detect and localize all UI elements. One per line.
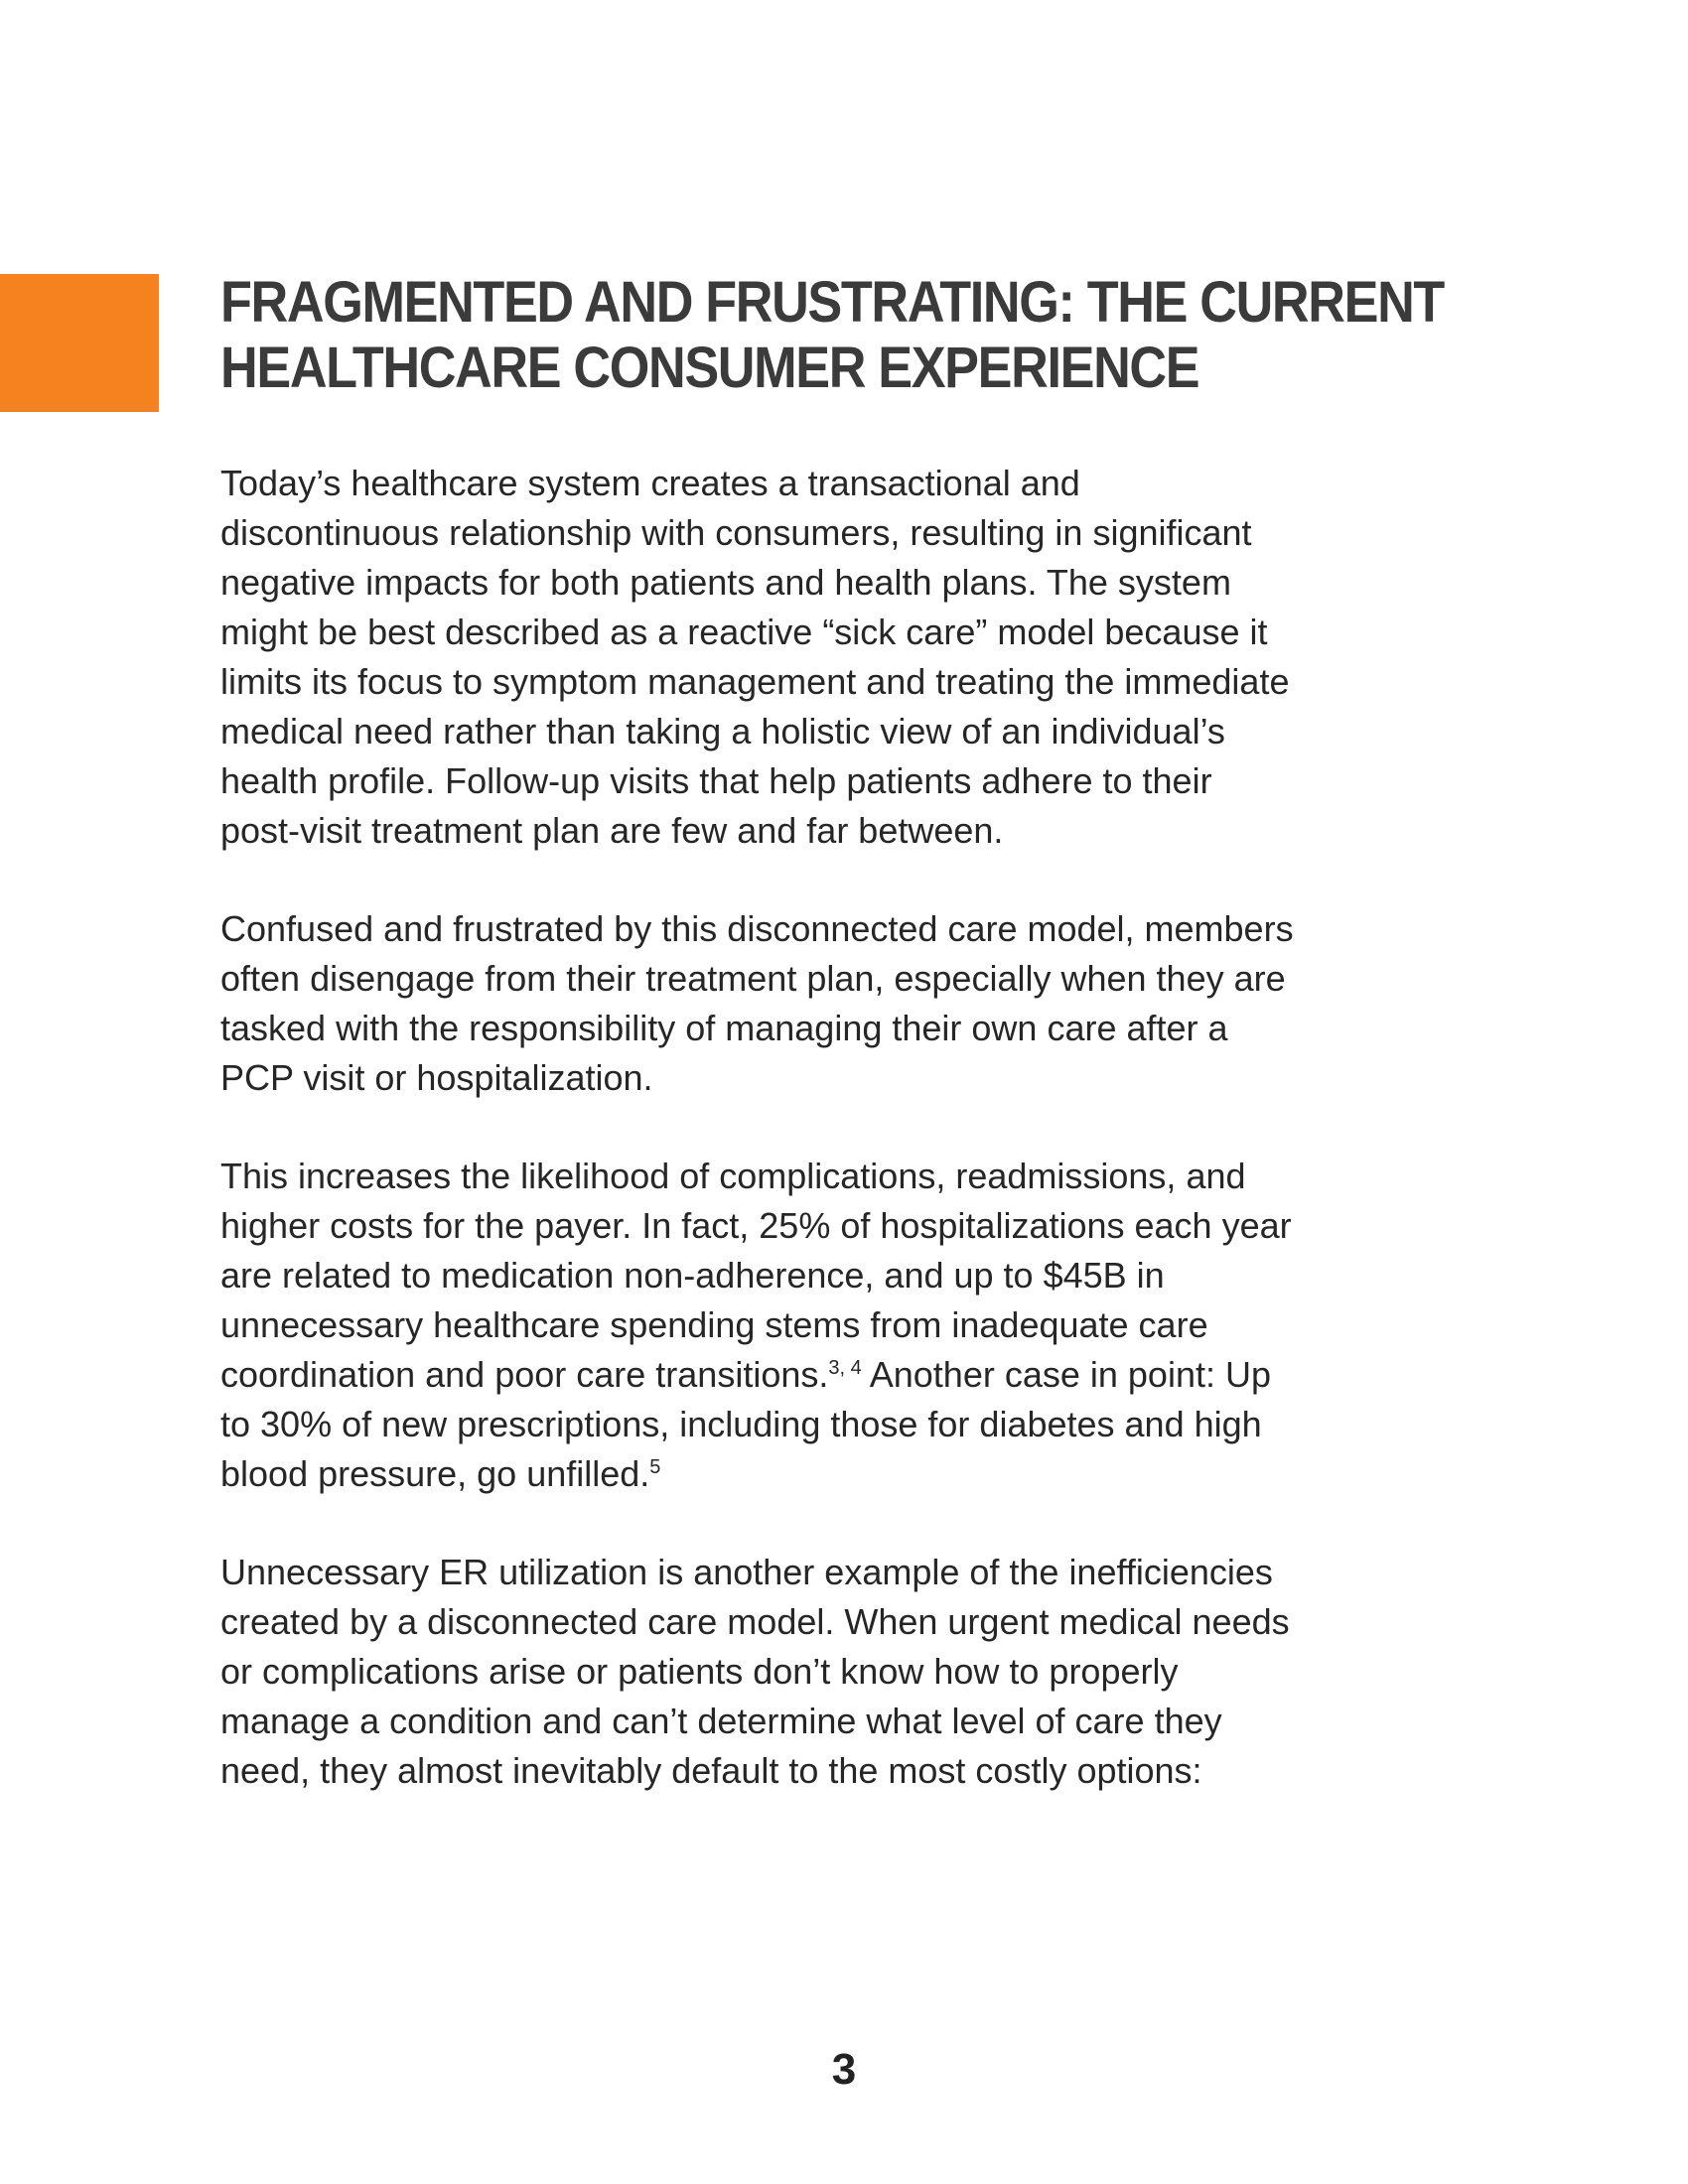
footnote-reference: 5: [649, 1456, 661, 1478]
text-line: limits its focus to symptom management and treating the immediate: [220, 661, 1290, 702]
text-line: medical need rather than taking a holistic view of an individual’s: [220, 711, 1225, 751]
text-line: manage a condition and can’t determine what level of care they: [220, 1701, 1222, 1741]
text-line: unnecessary healthcare spending stems from inadequate care: [220, 1304, 1208, 1345]
paragraph-4: [220, 1548, 1472, 1796]
text-line: Today’s healthcare system creates a transactional and: [220, 463, 1080, 503]
text-line: are related to medication non-adherence, and up to $45B in: [220, 1255, 1165, 1296]
text-line: Unnecessary ER utilization is another example of the inefficiencies: [220, 1552, 1273, 1592]
text-line: health profile. Follow-up visits that help patients adhere to their: [220, 760, 1212, 801]
text-line-with-footnote: [220, 1350, 1472, 1400]
text-line: or complications arise or patients don’t know how to properly: [220, 1651, 1179, 1692]
text-line: tasked with the responsibility of managing their own care after a: [220, 1008, 1228, 1048]
text-segment: coordination and poor care transitions.: [220, 1354, 829, 1395]
paragraph-2: [220, 904, 1472, 1103]
page-heading: [220, 270, 1444, 401]
page-number: 3: [831, 2045, 857, 2094]
text-line: to 30% of new prescriptions, including those for diabetes and high: [220, 1404, 1262, 1444]
text-line: often disengage from their treatment plan, especially when they are: [220, 958, 1286, 999]
text-line: negative impacts for both patients and health plans. The system: [220, 562, 1231, 603]
text-segment: Another case in point: Up: [861, 1354, 1271, 1395]
paragraph-1: [220, 459, 1472, 856]
body-text: [220, 459, 1472, 1844]
orange-accent-block: [0, 274, 159, 412]
text-line-with-footnote: [220, 1449, 1472, 1499]
heading-line-2: HEALTHCARE CONSUMER EXPERIENCE: [220, 336, 1199, 400]
text-line: post-visit treatment plan are few and far between.: [220, 810, 1004, 851]
text-line: need, they almost inevitably default to the most costly options:: [220, 1750, 1202, 1791]
text-segment: blood pressure, go unfilled.: [220, 1453, 650, 1494]
heading-line-1: FRAGMENTED AND FRUSTRATING: THE CURRENT: [220, 270, 1444, 335]
text-line: PCP visit or hospitalization.: [220, 1057, 653, 1098]
text-line: Confused and frustrated by this disconnected care model, members: [220, 908, 1294, 949]
paragraph-3: [220, 1152, 1472, 1499]
footnote-reference: 3, 4: [828, 1357, 862, 1379]
text-line: created by a disconnected care model. When urgent medical needs: [220, 1601, 1290, 1642]
text-line: might be best described as a reactive “sick care” model because it: [220, 612, 1268, 652]
text-line: discontinuous relationship with consumers, resulting in significant: [220, 512, 1252, 553]
text-line: This increases the likelihood of complications, readmissions, and: [220, 1156, 1246, 1196]
text-line: higher costs for the payer. In fact, 25% of hospitalizations each year: [220, 1205, 1292, 1246]
